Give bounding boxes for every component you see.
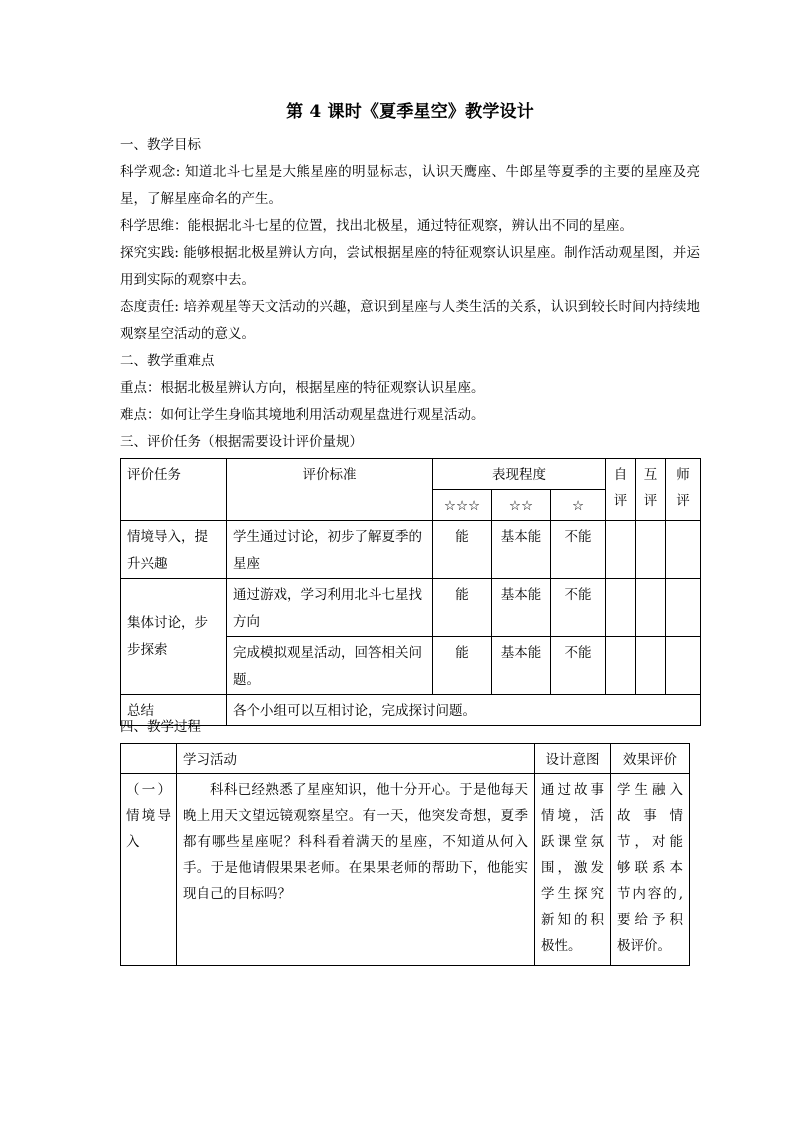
eval-level-1: 不能: [551, 637, 606, 695]
process-stage: （一）情境导入: [121, 774, 177, 966]
process-header-effect: 效果评价: [611, 744, 690, 774]
eval-teacher-cell: [666, 637, 701, 695]
eval-teacher-cell: [666, 579, 701, 637]
process-row: [121, 774, 690, 966]
key-point: 重点：根据北极星辨认方向，根据星座的特征观察认识星座。: [120, 380, 485, 396]
eval-level-1: 不能: [551, 579, 606, 637]
eval-level-1: 不能: [551, 521, 606, 579]
eval-header-level: 表现程度: [433, 459, 606, 490]
eval-self-cell: [606, 637, 636, 695]
eval-standard: 完成模拟观星活动，回答相关问题。: [227, 637, 433, 695]
eval-header-star2: ☆☆: [492, 490, 551, 521]
eval-teacher-cell: [666, 521, 701, 579]
eval-header-standard: 评价标准: [227, 459, 433, 521]
goal-practice: 探究实践: 能够根据北极星辨认方向，尝试根据星座的特征观察认识星座。制作活动观星图，并运用到实际的观察中去。: [120, 245, 700, 288]
eval-row: [121, 521, 701, 579]
eval-level-2: 基本能: [492, 521, 551, 579]
eval-task: 集体讨论，步步探索: [121, 579, 227, 695]
eval-header-task: 评价任务: [121, 459, 227, 521]
eval-row: [121, 579, 701, 637]
eval-summary-text: 各个小组可以互相讨论，完成探讨问题。: [227, 695, 701, 726]
key-heading: 二、教学重难点: [120, 353, 215, 369]
goal-thinking: 科学思维：能根据北斗七星的位置，找出北极星，通过特征观察，辨认出不同的星座。: [120, 218, 633, 234]
goals-heading: 一、教学目标: [120, 137, 201, 153]
process-header-activity: 学习活动: [177, 744, 535, 774]
eval-level-3: 能: [433, 521, 492, 579]
goal-attitude: 态度责任: 培养观星等天文活动的兴趣，意识到星座与人类生活的关系，认识到较长时间内持续地观察星空活动的意义。: [120, 299, 700, 342]
eval-header-star1: ☆: [551, 490, 606, 521]
eval-self-cell: [606, 521, 636, 579]
eval-level-3: 能: [433, 579, 492, 637]
eval-header-star3: ☆☆☆: [433, 490, 492, 521]
eval-header-teacher: 师评: [666, 459, 701, 521]
eval-level-3: 能: [433, 637, 492, 695]
process-activity: 科科已经熟悉了星座知识，他十分开心。于是他每天晚上用天文望远镜观察星空。有一天，他突发奇想，夏季都有哪些星座呢？科科看着满天的星座，不知道从何入手。于是他请假果果老师。在果果老师的帮助下，他能实现自己的目标吗？: [177, 774, 535, 966]
eval-summary-label: 总结: [121, 695, 227, 726]
difficult-point: 难点：如何让学生身临其境地利用活动观星盘进行观星活动。: [120, 407, 485, 423]
process-header-blank: [121, 744, 177, 774]
eval-peer-cell: [636, 637, 666, 695]
eval-level-2: 基本能: [492, 579, 551, 637]
process-effect: 学生融入故事情节，对能够联系本节内容的,要给予积极评价。: [611, 774, 690, 966]
process-heading: 四、教学过程: [120, 719, 201, 735]
goal-concept: 科学观念: 知道北斗七星是大熊星座的明显标志，认识天鹰座、牛郎星等夏季的主要的星座及亮星，了解星座命名的产生。: [120, 164, 700, 207]
eval-level-2: 基本能: [492, 637, 551, 695]
process-header-intent: 设计意图: [535, 744, 611, 774]
eval-peer-cell: [636, 579, 666, 637]
eval-header-self: 自评: [606, 459, 636, 521]
eval-heading: 三、评价任务（根据需要设计评价量规）: [120, 434, 363, 450]
eval-peer-cell: [636, 521, 666, 579]
eval-header-peer: 互评: [636, 459, 666, 521]
eval-standard: 学生通过讨论，初步了解夏季的星座: [227, 521, 433, 579]
document-title: 第 4 课时《夏季星空》教学设计: [286, 102, 534, 122]
eval-self-cell: [606, 579, 636, 637]
evaluation-table: [120, 458, 701, 726]
eval-task: 情境导入，提升兴趣: [121, 521, 227, 579]
process-intent: 通过故事情境，活跃课堂氛围，激发学生探究新知的积极性。: [535, 774, 611, 966]
process-table: [120, 743, 690, 966]
eval-standard: 通过游戏，学习利用北斗七星找方向: [227, 579, 433, 637]
